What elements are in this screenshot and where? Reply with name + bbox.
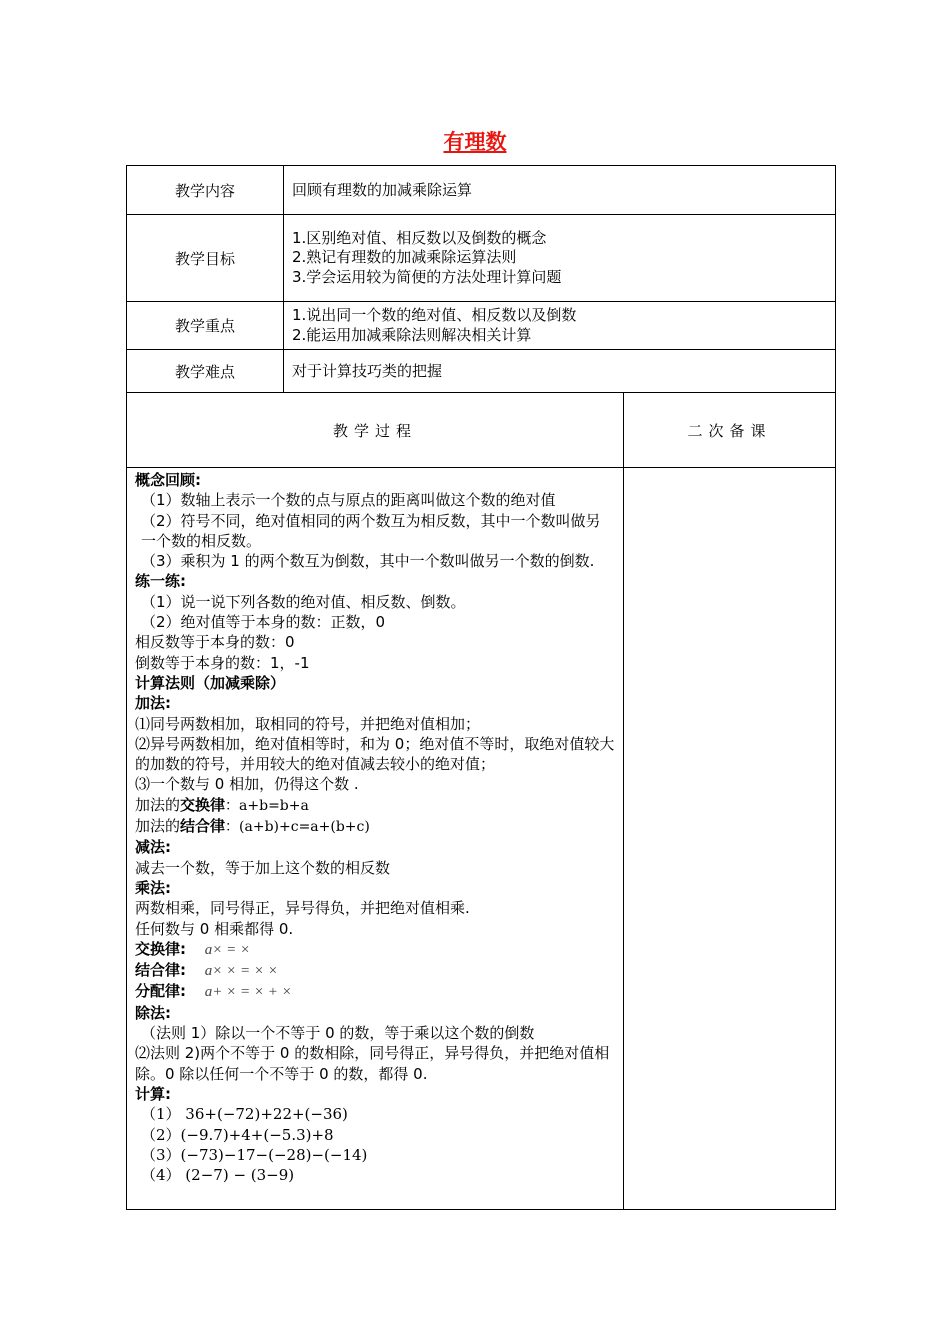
mul-comm-formula: a× = × xyxy=(204,941,251,958)
row-key xyxy=(127,302,836,350)
mul-title: 乘法: xyxy=(135,878,171,897)
goals-value xyxy=(284,215,836,302)
difficulty-label: 教学难点 xyxy=(127,350,284,393)
row-headers xyxy=(127,393,836,468)
practice-item: （2）绝对值等于本身的数：正数，0 xyxy=(141,613,386,632)
calc-item: （4） (2−7) − (3−9) xyxy=(141,1166,295,1185)
mul-commutative xyxy=(135,939,615,960)
concept-item: （3）乘积为 1 的两个数互为倒数，其中一个数叫做另一个数的倒数. xyxy=(141,552,595,571)
add-comm-prefix: 加法的 xyxy=(135,795,181,814)
mul-assoc-formula: a× × = × × xyxy=(204,963,278,980)
row-difficulty xyxy=(127,350,836,393)
add-comm-formula: ：a+b=b+a xyxy=(225,797,309,814)
calc-item: （1） 36+(−72)+22+(−36) xyxy=(141,1105,348,1124)
goals-label: 教学目标 xyxy=(127,215,284,302)
mul-assoc-label: 结合律: xyxy=(135,961,186,980)
concept-item: （2）符号不同，绝对值相同的两个数互为相反数，其中一个数叫做另一个数的相反数。 xyxy=(141,511,601,550)
mul-comm-label: 交换律: xyxy=(135,939,186,958)
add-assoc-formula: ：(a+b)+c=a+(b+c) xyxy=(225,819,370,836)
div-rule: （法则 1）除以一个不等于 0 的数，等于乘以这个数的倒数 xyxy=(141,1024,535,1043)
add-rule: ⑶一个数与 0 相加，仍得这个数 . xyxy=(135,775,359,794)
row-process xyxy=(127,468,836,1210)
process-header: 教学过程 xyxy=(127,393,624,468)
difficulty-value: 对于计算技巧类的把握 xyxy=(284,350,836,393)
add-commutative xyxy=(135,795,615,816)
key-item: 1.说出同一个数的绝对值、相反数以及倒数 xyxy=(292,306,577,324)
sub-rule: 减去一个数，等于加上这个数的相反数 xyxy=(135,858,391,877)
add-rule: ⑴同号两数相加，取相同的符号，并把绝对值相加； xyxy=(135,714,481,733)
lesson-plan-table xyxy=(126,165,836,1210)
mul-rule: 任何数与 0 相乘都得 0. xyxy=(135,919,294,938)
add-rule: ⑵异号两数相加，绝对值相等时，和为 0；绝对值不等时，取绝对值较大的加数的符号，并用较大的绝对值减去较小的绝对值； xyxy=(135,734,615,774)
process-content xyxy=(127,468,624,1210)
add-title: 加法: xyxy=(135,694,171,713)
add-associative xyxy=(135,816,615,837)
key-value xyxy=(284,302,836,350)
add-assoc-label: 结合律 xyxy=(180,817,226,836)
concept-item: （1）数轴上表示一个数的点与原点的距离叫做这个数的绝对值 xyxy=(141,491,556,510)
sub-title: 减法: xyxy=(135,838,171,857)
mul-dist-formula: a+ × = × + × xyxy=(204,984,292,1001)
rules-title: 计算法则（加减乘除） xyxy=(135,673,286,692)
content-value: 回顾有理数的加减乘除运算 xyxy=(284,166,836,215)
row-goals xyxy=(127,215,836,302)
content-label: 教学内容 xyxy=(127,166,284,215)
row-content xyxy=(127,166,836,215)
mul-distributive xyxy=(135,981,615,1002)
mul-dist-label: 分配律: xyxy=(135,982,186,1001)
calc-item: （3）(−73)−17−(−28)−(−14) xyxy=(141,1145,368,1164)
mul-associative xyxy=(135,960,615,981)
add-comm-label: 交换律 xyxy=(180,795,226,814)
goal-item: 1.区别绝对值、相反数以及倒数的概念 xyxy=(292,228,547,247)
practice-item: 相反数等于本身的数：0 xyxy=(135,633,295,652)
practice-title: 练一练: xyxy=(135,572,186,591)
prep-content xyxy=(624,468,836,1210)
div-title: 除法: xyxy=(135,1003,171,1022)
mul-rule: 两数相乘，同号得正，异号得负，并把绝对值相乘. xyxy=(135,899,470,918)
goal-item: 2.熟记有理数的加减乘除运算法则 xyxy=(292,248,517,267)
page-title: 有理数 xyxy=(443,130,507,154)
add-assoc-prefix: 加法的 xyxy=(135,817,181,836)
concept-title: 概念回顾: xyxy=(135,471,201,489)
key-item: 2.能运用加减乘除法则解决相关计算 xyxy=(292,325,532,344)
practice-item: 倒数等于本身的数：1，-1 xyxy=(135,653,310,672)
div-rule: ⑵法则 2)两个不等于 0 的数相除，同号得正，异号得负，并把绝对值相除。0 除以任何一个不等于 0 的数，都得 0. xyxy=(135,1044,610,1083)
key-label: 教学重点 xyxy=(127,302,284,350)
prep-header: 二次备课 xyxy=(624,393,836,468)
practice-item: （1）说一说下列各数的绝对值、相反数、倒数。 xyxy=(141,592,466,611)
calc-item: （2）(−9.7)+4+(−5.3)+8 xyxy=(141,1125,334,1144)
calc-title: 计算: xyxy=(135,1084,171,1103)
goal-item: 3.学会运用较为简便的方法处理计算问题 xyxy=(292,267,562,286)
